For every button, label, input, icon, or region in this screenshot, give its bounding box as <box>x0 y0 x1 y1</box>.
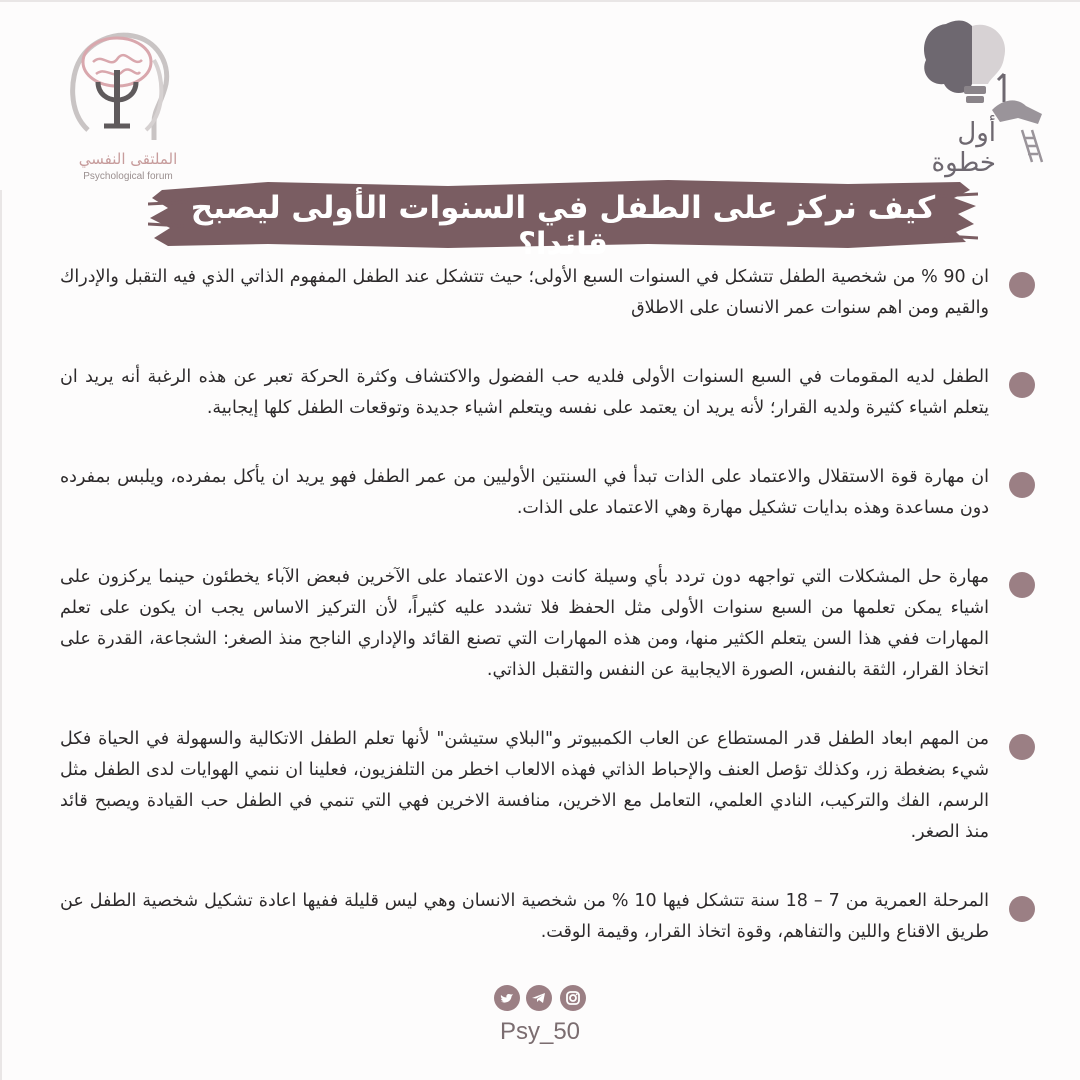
list-item <box>60 886 1035 948</box>
brain-psi-icon <box>58 22 176 147</box>
account-handle: Psy_50 <box>499 1018 581 1045</box>
twitter-icon[interactable] <box>494 985 520 1011</box>
list-item <box>60 562 1035 686</box>
bullet-dot-icon <box>1009 272 1035 298</box>
list-item-text: الطفل لديه المقومات في السبع السنوات الأولى فلديه حب الفضول والاكتشاف وكثرة الحركة تعبر عن هذه الرغبة أنه يريد ان يتعلم اشياء كثيرة ولديه القرار؛ لأنه يريد ان يعتمد على نفسه ويتعلم اشياء جديدة وتوقعات الطفل كلها إيجابية. <box>60 367 989 418</box>
first-step-logo <box>914 14 1054 178</box>
bullet-dot-icon <box>1009 734 1035 760</box>
bullet-dot-icon <box>1009 372 1035 398</box>
list-item-text: المرحلة العمرية من 7 – 18 سنة تتشكل فيها 10 % من شخصية الانسان وهي ليس قليلة ففيها اعادة تشكيل شخصية الطفل عن طريق الاقناع واللين والتفاهم، وقوة اتخاذ القرار، وقيمة الوقت. <box>60 891 989 942</box>
bullet-list <box>60 262 1035 986</box>
page-title: كيف نركز على الطفل في السنوات الأولى ليصبح قائدا؟ <box>190 190 936 262</box>
left-logo-arabic-name: الملتقى النفسي <box>78 150 178 168</box>
left-logo-english-name: Psychological forum <box>83 171 173 182</box>
right-logo-text: أول خطوة <box>931 118 996 178</box>
bullet-dot-icon <box>1009 896 1035 922</box>
psychological-forum-logo <box>48 22 186 182</box>
list-item-text: ان مهارة قوة الاستقلال والاعتماد على الذات تبدأ في السنتين الأوليين من عمر الطفل فهو يريد ان يأكل بمفرده، ويلبس بمفرده دون مساعدة وهذه بدايات تشكيل مهارة وهي الاعتماد على الذات. <box>60 467 989 518</box>
frame-left-line <box>0 190 2 1080</box>
instagram-icon[interactable] <box>560 985 586 1011</box>
social-icons <box>490 985 590 1013</box>
frame-top-line <box>0 0 1080 2</box>
list-item <box>60 462 1035 524</box>
title-banner <box>148 178 978 262</box>
list-item-text: ان 90 % من شخصية الطفل تتشكل في السنوات السبع الأولى؛ حيث تتشكل عند الطفل المفهوم الذاتي الذي فيه التقبل والإدراك والقيم ومن اهم سنوات عمر الانسان على الاطلاق <box>60 267 989 318</box>
telegram-icon[interactable] <box>526 985 552 1011</box>
list-item-text: من المهم ابعاد الطفل قدر المستطاع عن العاب الكمبيوتر و"البلاي ستيشن" لأنها تعلم الطفل الاتكالية والسهولة في الحياة فكل شيء بضغطة زر، وكذلك تؤصل العنف والإحباط الذاتي فهذه الالعاب اخطر من التلفزيون، فعلينا ان ننمي الهوايات لدى الطفل مثل الرسم، الفك والتركيب، النادي العلمي، التعامل مع الاخرين، منافسة الاخرين فهي التي تنمي في الطفل حب القيادة ويصبح قائد منذ الصغر. <box>60 729 989 842</box>
bullet-dot-icon <box>1009 472 1035 498</box>
list-item <box>60 262 1035 324</box>
list-item <box>60 724 1035 848</box>
list-item-text: مهارة حل المشكلات التي تواجهه دون تردد بأي وسيلة كانت دون الاعتماد على الآخرين فبعض الآباء يخطئون حينما يركزون على اشياء يمكن تعلمها من السبع سنوات الأولى مثل الحفظ فلا تشدد عليه كثيراً، لأن التركيز الاساس يجب ان يكون على تعلم المهارات ففي هذا السن يتعلم الكثير منها، ومن هذه المهارات التي تصنع القائد والإداري الناجح منذ الصغر: الشجاعة، القدرة على اتخاذ القرار، الثقة بالنفس، الصورة الايجابية عن النفس والتقبل الذاتي. <box>60 567 989 680</box>
list-item <box>60 362 1035 424</box>
bullet-dot-icon <box>1009 572 1035 598</box>
